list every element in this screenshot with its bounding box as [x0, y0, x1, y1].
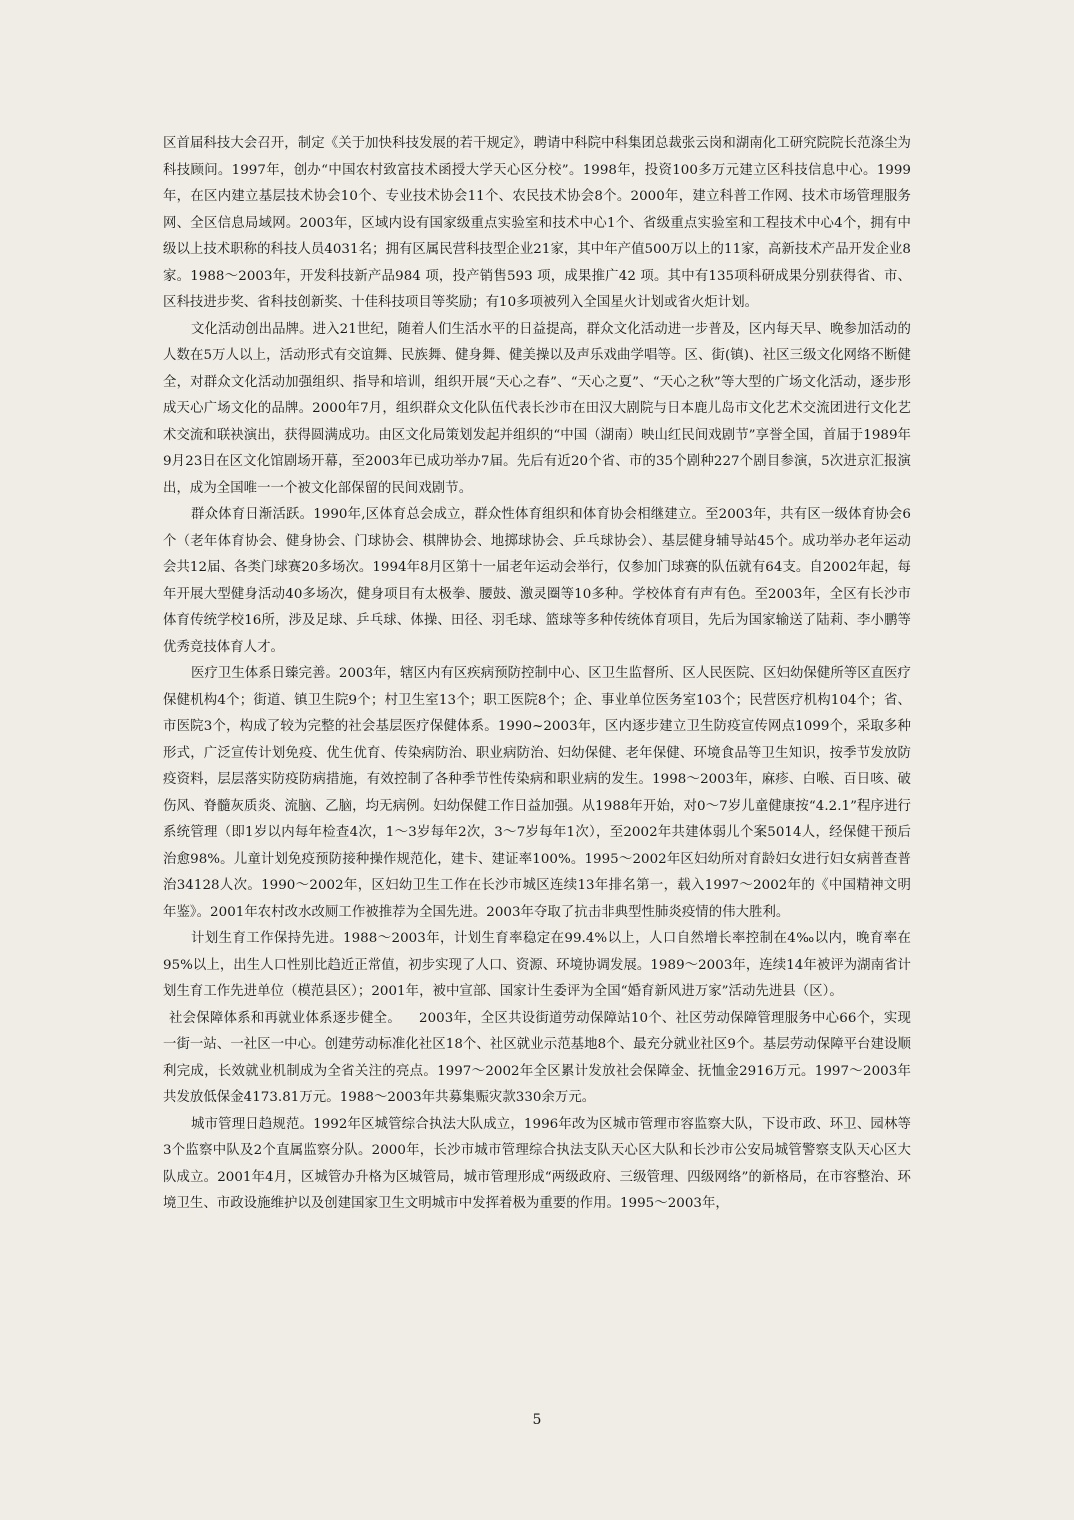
paragraph-family-planning: 计划生育工作保持先进。1988～2003年，计划生育率稳定在99.4%以上，人口自然增长率控制在4‰以内，晚育率在95%以上，出生人口性别比趋近正常值，初步实现了人口、资源、环境协调发展。1989～2003年，连续14年被评为湖南省计划生育工作先进单位（模范县区）；2001年，被中宣部、国家计生委评为全国“婚育新风进万家”活动先进县（区）。	[163, 931, 911, 999]
paragraph-sports: 群众体育日渐活跃。1990年,区体育总会成立，群众性体育组织和体育协会相继建立。至2003年，共有区一级体育协会6个（老年体育协会、健身协会、门球协会、棋牌协会、地掷球协会、乒乓球协会）、基层健身辅导站45个。成功举办老年运动会共12届、各类门球赛20多场次。1994年8月区第十一届老年运动会举行，仅参加门球赛的队伍就有64支。自2002年起，每年开展大型健身活动40多场次，健身项目有太极拳、腰鼓、激灵圈等10多种。学校体育有声有色。至2003年，全区有长沙市体育传统学校16所，涉及足球、乒乓球、体操、田径、羽毛球、篮球等多种传统体育项目，先后为国家输送了陆莉、李小鹏等优秀竞技体育人才。	[163, 507, 911, 655]
paragraph-science-tech: 区首届科技大会召开，制定《关于加快科技发展的若干规定》，聘请中科院中科集团总裁张云岗和湖南化工研究院院长范涤尘为科技顾问。1997年，创办“中国农村致富技术函授大学天心区分校”。1998年，投资100多万元建立区科技信息中心。1999年，在区内建立基层技术协会10个、专业技术协会11个、农民技术协会8个。2000年，建立科普工作网、技术市场管理服务网、全区信息局域网。2003年，区域内设有国家级重点实验室和技术中心1个、省级重点实验室和工程技术中心4个，拥有中级以上技术职称的科技人员4031名；拥有区属民营科技型企业21家，其中年产值500万以上的11家，高新技术产品开发企业8家。1988～2003年，开发科技新产品984 项，投产销售593 项，成果推广42 项。其中有135项科研成果分别获得省、市、区科技进步奖、省科技创新奖、十佳科技项目等奖励；有10多项被列入全国星火计划或省火炬计划。	[163, 136, 911, 310]
paragraph-urban-management: 城市管理日趋规范。1992年区城管综合执法大队成立，1996年改为区城市管理市容监察大队，下设市政、环卫、园林等3个监察中队及2个直属监察分队。2000年，长沙市城市管理综合执法支队天心区大队和长沙市公安局城管警察支队天心区大队成立。2001年4月，区城管办升格为区城管局，城市管理形成“两级政府、三级管理、四级网络”的新格局，在市容整治、环境卫生、市政设施维护以及创建国家卫生文明城市中发挥着极为重要的作用。1995～2003年，	[163, 1116, 911, 1211]
page-number: 5	[532, 1412, 542, 1428]
paragraph-social-security: 社会保障体系和再就业体系逐步健全。 2003年，全区共设街道劳动保障站10个、社区劳动保障管理服务中心66个，实现一街一站、一社区一中心。创建劳动标准化社区18个、社区就业示范基地8个、最充分就业社区9个。基层劳动保障平台建设顺利完成，长效就业机制成为全省关注的亮点。1997～2002年全区累计发放社会保障金、抚恤金2916万元。1997～2003年共发放低保金4173.81万元。1988～2003年共募集赈灾款330余万元。	[163, 1010, 911, 1105]
paragraph-healthcare: 医疗卫生体系日臻完善。2003年，辖区内有区疾病预防控制中心、区卫生监督所、区人民医院、区妇幼保健所等区直医疗保健机构4个；街道、镇卫生院9个；村卫生室13个；职工医院8个；企、事业单位医务室103个；民营医疗机构104个；省、市医院3个，构成了较为完整的社会基层医疗保健体系。1990~2003年，区内逐步建立卫生防疫宣传网点1099个，采取多种形式，广泛宣传计划免疫、优生优育、传染病防治、职业病防治、妇幼保健、老年保健、环境食品等卫生知识，按季节发放防疫资料，层层落实防疫防病措施，有效控制了各种季节性传染病和职业病的发生。1998～2003年，麻疹、白喉、百日咳、破伤风、脊髓灰质炎、流脑、乙脑，均无病例。妇幼保健工作日益加强。从1988年开始，对0～7岁儿童健康按“4.2.1”程序进行系统管理（即1岁以内每年检查4次，1～3岁每年2次，3～7岁每年1次），至2002年共建体弱儿个案5014人，经保健干预后治愈98%。儿童计划免疫预防接种操作规范化，建卡、建证率100%。1995～2002年区妇幼所对育龄妇女进行妇女病普查普治34128人次。1990～2002年，区妇幼卫生工作在长沙市城区连续13年排名第一，载入1997～2002年的《中国精神文明年鉴》。2001年农村改水改厕工作被推荐为全国先进。2003年夺取了抗击非典型性肺炎疫情的伟大胜利。	[163, 666, 911, 920]
paragraph-culture: 文化活动创出品牌。进入21世纪，随着人们生活水平的日益提高，群众文化活动进一步普及，区内每天早、晚参加活动的人数在5万人以上，活动形式有交谊舞、民族舞、健身舞、健美操以及声乐戏曲学唱等。区、街(镇)、社区三级文化网络不断健全，对群众文化活动加强组织、指导和培训，组织开展“天心之春”、“天心之夏”、“天心之秋”等大型的广场文化活动，逐步形成天心广场文化的品牌。2000年7月，组织群众文化队伍代表长沙市在田汉大剧院与日本鹿儿岛市文化艺术交流团进行文化艺术交流和联袂演出，获得圆满成功。由区文化局策划发起并组织的“中国（湖南）映山红民间戏剧节”享誉全国，首届于1989年9月23日在区文化馆剧场开幕，至2003年已成功举办7届。先后有近20个省、市的35个剧种227个剧目参演，5次进京汇报演出，成为全国唯一一个被文化部保留的民间戏剧节。	[163, 321, 911, 496]
body-text	[163, 131, 911, 1218]
